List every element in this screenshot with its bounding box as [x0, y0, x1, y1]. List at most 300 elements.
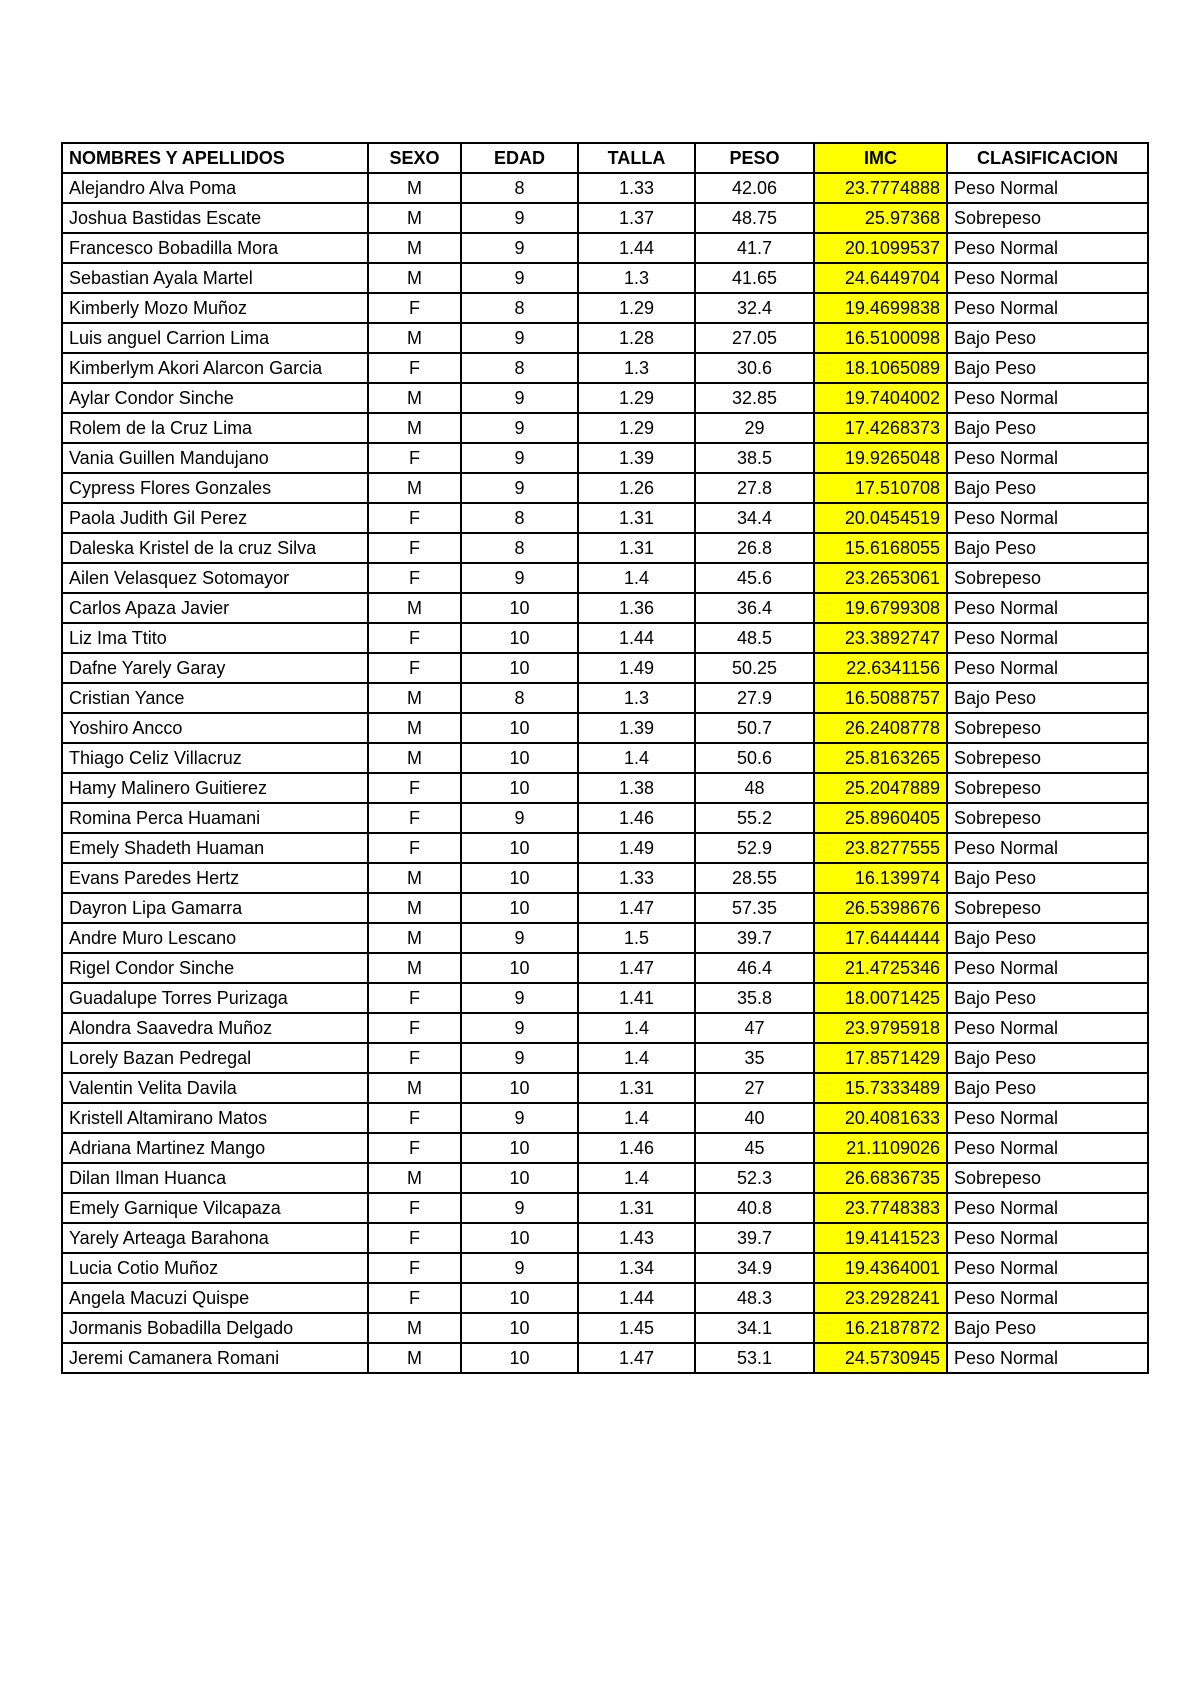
cell-edad: 10	[461, 623, 578, 653]
cell-peso: 30.6	[695, 353, 814, 383]
cell-talla: 1.4	[578, 1043, 695, 1073]
table-row	[62, 503, 1148, 533]
cell-imc: 19.4699838	[814, 293, 947, 323]
cell-edad: 8	[461, 533, 578, 563]
cell-talla: 1.4	[578, 1163, 695, 1193]
cell-imc: 21.4725346	[814, 953, 947, 983]
cell-peso: 39.7	[695, 1223, 814, 1253]
cell-talla: 1.36	[578, 593, 695, 623]
table-row	[62, 233, 1148, 263]
cell-edad: 9	[461, 1253, 578, 1283]
cell-imc: 20.0454519	[814, 503, 947, 533]
cell-clasificacion: Bajo Peso	[947, 473, 1148, 503]
cell-imc: 21.1109026	[814, 1133, 947, 1163]
cell-imc: 19.4364001	[814, 1253, 947, 1283]
cell-clasificacion: Peso Normal	[947, 1343, 1148, 1373]
cell-peso: 48.3	[695, 1283, 814, 1313]
table-body	[62, 173, 1148, 1373]
header-talla: TALLA	[578, 143, 695, 173]
table-row	[62, 173, 1148, 203]
table-row	[62, 653, 1148, 683]
cell-clasificacion: Sobrepeso	[947, 713, 1148, 743]
cell-imc: 26.6836735	[814, 1163, 947, 1193]
cell-imc: 25.8960405	[814, 803, 947, 833]
table-row	[62, 1133, 1148, 1163]
cell-edad: 10	[461, 833, 578, 863]
cell-edad: 10	[461, 713, 578, 743]
cell-name: Alejandro Alva Poma	[62, 173, 368, 203]
cell-edad: 10	[461, 1133, 578, 1163]
cell-talla: 1.28	[578, 323, 695, 353]
table-row	[62, 1103, 1148, 1133]
cell-name: Sebastian Ayala Martel	[62, 263, 368, 293]
cell-clasificacion: Peso Normal	[947, 833, 1148, 863]
cell-clasificacion: Sobrepeso	[947, 803, 1148, 833]
table-row	[62, 863, 1148, 893]
cell-name: Jeremi Camanera Romani	[62, 1343, 368, 1373]
cell-sexo: F	[368, 503, 461, 533]
cell-clasificacion: Bajo Peso	[947, 1073, 1148, 1103]
cell-imc: 16.139974	[814, 863, 947, 893]
cell-talla: 1.46	[578, 803, 695, 833]
table-row	[62, 263, 1148, 293]
cell-edad: 10	[461, 743, 578, 773]
cell-sexo: F	[368, 353, 461, 383]
table-row	[62, 773, 1148, 803]
cell-imc: 16.5088757	[814, 683, 947, 713]
cell-imc: 16.5100098	[814, 323, 947, 353]
cell-peso: 28.55	[695, 863, 814, 893]
cell-name: Daleska Kristel de la cruz Silva	[62, 533, 368, 563]
table-row	[62, 353, 1148, 383]
cell-sexo: F	[368, 293, 461, 323]
cell-name: Dayron Lipa Gamarra	[62, 893, 368, 923]
cell-sexo: F	[368, 533, 461, 563]
cell-talla: 1.26	[578, 473, 695, 503]
cell-name: Adriana Martinez Mango	[62, 1133, 368, 1163]
cell-sexo: M	[368, 893, 461, 923]
table-row	[62, 413, 1148, 443]
cell-clasificacion: Peso Normal	[947, 503, 1148, 533]
cell-name: Lorely Bazan Pedregal	[62, 1043, 368, 1073]
table-row	[62, 983, 1148, 1013]
cell-talla: 1.44	[578, 623, 695, 653]
cell-imc: 19.6799308	[814, 593, 947, 623]
cell-peso: 41.7	[695, 233, 814, 263]
cell-peso: 27.8	[695, 473, 814, 503]
cell-edad: 10	[461, 773, 578, 803]
table-row	[62, 1013, 1148, 1043]
cell-peso: 48.75	[695, 203, 814, 233]
cell-imc: 23.7774888	[814, 173, 947, 203]
cell-sexo: F	[368, 443, 461, 473]
cell-talla: 1.49	[578, 833, 695, 863]
cell-talla: 1.46	[578, 1133, 695, 1163]
cell-peso: 29	[695, 413, 814, 443]
cell-imc: 23.8277555	[814, 833, 947, 863]
cell-clasificacion: Peso Normal	[947, 1283, 1148, 1313]
cell-talla: 1.31	[578, 1193, 695, 1223]
cell-peso: 32.85	[695, 383, 814, 413]
cell-clasificacion: Peso Normal	[947, 383, 1148, 413]
cell-sexo: F	[368, 623, 461, 653]
cell-clasificacion: Bajo Peso	[947, 323, 1148, 353]
cell-name: Lucia Cotio Muñoz	[62, 1253, 368, 1283]
table-row	[62, 713, 1148, 743]
cell-peso: 48	[695, 773, 814, 803]
cell-name: Alondra Saavedra Muñoz	[62, 1013, 368, 1043]
table-row	[62, 1223, 1148, 1253]
cell-clasificacion: Bajo Peso	[947, 413, 1148, 443]
cell-talla: 1.39	[578, 713, 695, 743]
cell-name: Angela Macuzi Quispe	[62, 1283, 368, 1313]
cell-name: Francesco Bobadilla Mora	[62, 233, 368, 263]
cell-imc: 17.510708	[814, 473, 947, 503]
cell-talla: 1.5	[578, 923, 695, 953]
cell-talla: 1.41	[578, 983, 695, 1013]
cell-edad: 9	[461, 383, 578, 413]
cell-name: Jormanis Bobadilla Delgado	[62, 1313, 368, 1343]
cell-talla: 1.39	[578, 443, 695, 473]
cell-name: Ailen Velasquez Sotomayor	[62, 563, 368, 593]
cell-imc: 22.6341156	[814, 653, 947, 683]
cell-peso: 50.6	[695, 743, 814, 773]
cell-edad: 9	[461, 323, 578, 353]
cell-peso: 38.5	[695, 443, 814, 473]
table-row	[62, 473, 1148, 503]
table-row	[62, 383, 1148, 413]
table-row	[62, 203, 1148, 233]
cell-clasificacion: Peso Normal	[947, 653, 1148, 683]
cell-talla: 1.4	[578, 563, 695, 593]
cell-clasificacion: Bajo Peso	[947, 1043, 1148, 1073]
bmi-data-table	[61, 142, 1149, 1374]
cell-clasificacion: Sobrepeso	[947, 773, 1148, 803]
cell-sexo: M	[368, 233, 461, 263]
cell-clasificacion: Peso Normal	[947, 1223, 1148, 1253]
cell-imc: 19.7404002	[814, 383, 947, 413]
cell-clasificacion: Sobrepeso	[947, 1163, 1148, 1193]
cell-clasificacion: Bajo Peso	[947, 863, 1148, 893]
table-row	[62, 323, 1148, 353]
cell-talla: 1.29	[578, 293, 695, 323]
cell-sexo: M	[368, 173, 461, 203]
cell-imc: 17.6444444	[814, 923, 947, 953]
cell-name: Liz Ima Ttito	[62, 623, 368, 653]
cell-talla: 1.38	[578, 773, 695, 803]
cell-imc: 23.2653061	[814, 563, 947, 593]
header-nombres: NOMBRES Y APELLIDOS	[62, 143, 368, 173]
header-edad: EDAD	[461, 143, 578, 173]
cell-clasificacion: Peso Normal	[947, 593, 1148, 623]
cell-clasificacion: Peso Normal	[947, 173, 1148, 203]
cell-talla: 1.45	[578, 1313, 695, 1343]
cell-talla: 1.49	[578, 653, 695, 683]
cell-sexo: F	[368, 803, 461, 833]
table-row	[62, 443, 1148, 473]
cell-edad: 9	[461, 443, 578, 473]
cell-peso: 48.5	[695, 623, 814, 653]
cell-edad: 9	[461, 263, 578, 293]
cell-peso: 34.4	[695, 503, 814, 533]
cell-talla: 1.29	[578, 383, 695, 413]
cell-peso: 34.1	[695, 1313, 814, 1343]
cell-peso: 52.9	[695, 833, 814, 863]
cell-peso: 32.4	[695, 293, 814, 323]
cell-imc: 18.1065089	[814, 353, 947, 383]
cell-peso: 46.4	[695, 953, 814, 983]
cell-sexo: F	[368, 1013, 461, 1043]
cell-imc: 25.97368	[814, 203, 947, 233]
cell-imc: 20.1099537	[814, 233, 947, 263]
header-clasificacion: CLASIFICACION	[947, 143, 1148, 173]
cell-talla: 1.31	[578, 1073, 695, 1103]
cell-sexo: F	[368, 833, 461, 863]
cell-imc: 24.5730945	[814, 1343, 947, 1373]
cell-peso: 27	[695, 1073, 814, 1103]
cell-imc: 15.6168055	[814, 533, 947, 563]
cell-clasificacion: Peso Normal	[947, 1103, 1148, 1133]
cell-edad: 9	[461, 1103, 578, 1133]
cell-sexo: M	[368, 203, 461, 233]
cell-talla: 1.3	[578, 683, 695, 713]
cell-peso: 45	[695, 1133, 814, 1163]
cell-name: Andre Muro Lescano	[62, 923, 368, 953]
cell-clasificacion: Sobrepeso	[947, 893, 1148, 923]
cell-talla: 1.33	[578, 863, 695, 893]
cell-imc: 26.5398676	[814, 893, 947, 923]
cell-name: Emely Shadeth Huaman	[62, 833, 368, 863]
cell-name: Guadalupe Torres Purizaga	[62, 983, 368, 1013]
cell-imc: 23.3892747	[814, 623, 947, 653]
table-row	[62, 683, 1148, 713]
cell-sexo: F	[368, 1133, 461, 1163]
cell-sexo: M	[368, 1073, 461, 1103]
cell-edad: 10	[461, 863, 578, 893]
cell-talla: 1.47	[578, 893, 695, 923]
header-peso: PESO	[695, 143, 814, 173]
header-row	[62, 143, 1148, 173]
cell-talla: 1.44	[578, 233, 695, 263]
cell-name: Emely Garnique Vilcapaza	[62, 1193, 368, 1223]
cell-sexo: M	[368, 713, 461, 743]
cell-peso: 26.8	[695, 533, 814, 563]
cell-clasificacion: Sobrepeso	[947, 563, 1148, 593]
cell-imc: 16.2187872	[814, 1313, 947, 1343]
cell-sexo: M	[368, 263, 461, 293]
cell-sexo: F	[368, 1193, 461, 1223]
cell-imc: 17.4268373	[814, 413, 947, 443]
cell-name: Yoshiro Ancco	[62, 713, 368, 743]
cell-edad: 9	[461, 473, 578, 503]
table-row	[62, 623, 1148, 653]
cell-edad: 9	[461, 923, 578, 953]
cell-name: Evans Paredes Hertz	[62, 863, 368, 893]
cell-sexo: M	[368, 383, 461, 413]
cell-peso: 53.1	[695, 1343, 814, 1373]
cell-sexo: F	[368, 1223, 461, 1253]
table-row	[62, 1283, 1148, 1313]
table-row	[62, 293, 1148, 323]
cell-talla: 1.37	[578, 203, 695, 233]
cell-talla: 1.47	[578, 1343, 695, 1373]
cell-edad: 10	[461, 653, 578, 683]
cell-sexo: M	[368, 593, 461, 623]
cell-edad: 8	[461, 173, 578, 203]
cell-edad: 9	[461, 803, 578, 833]
cell-edad: 10	[461, 1163, 578, 1193]
cell-edad: 9	[461, 563, 578, 593]
cell-talla: 1.4	[578, 1013, 695, 1043]
cell-clasificacion: Bajo Peso	[947, 353, 1148, 383]
cell-talla: 1.3	[578, 353, 695, 383]
cell-imc: 23.7748383	[814, 1193, 947, 1223]
cell-talla: 1.47	[578, 953, 695, 983]
cell-imc: 15.7333489	[814, 1073, 947, 1103]
cell-clasificacion: Peso Normal	[947, 953, 1148, 983]
cell-edad: 8	[461, 503, 578, 533]
cell-edad: 9	[461, 1193, 578, 1223]
cell-name: Dafne Yarely Garay	[62, 653, 368, 683]
cell-name: Valentin Velita Davila	[62, 1073, 368, 1103]
cell-name: Aylar Condor Sinche	[62, 383, 368, 413]
table-row	[62, 923, 1148, 953]
cell-name: Kimberlym Akori Alarcon Garcia	[62, 353, 368, 383]
table-row	[62, 1073, 1148, 1103]
table-row	[62, 1043, 1148, 1073]
cell-clasificacion: Bajo Peso	[947, 983, 1148, 1013]
cell-edad: 10	[461, 1073, 578, 1103]
cell-talla: 1.29	[578, 413, 695, 443]
header-sexo: SEXO	[368, 143, 461, 173]
cell-edad: 8	[461, 293, 578, 323]
cell-edad: 9	[461, 983, 578, 1013]
cell-name: Cypress Flores Gonzales	[62, 473, 368, 503]
cell-name: Rigel Condor Sinche	[62, 953, 368, 983]
cell-sexo: F	[368, 1283, 461, 1313]
cell-name: Carlos Apaza Javier	[62, 593, 368, 623]
cell-talla: 1.43	[578, 1223, 695, 1253]
cell-peso: 36.4	[695, 593, 814, 623]
cell-clasificacion: Bajo Peso	[947, 1313, 1148, 1343]
cell-sexo: F	[368, 773, 461, 803]
cell-sexo: M	[368, 1313, 461, 1343]
table-row	[62, 803, 1148, 833]
cell-peso: 35.8	[695, 983, 814, 1013]
cell-name: Kimberly Mozo Muñoz	[62, 293, 368, 323]
cell-imc: 19.9265048	[814, 443, 947, 473]
cell-talla: 1.34	[578, 1253, 695, 1283]
cell-name: Luis anguel Carrion Lima	[62, 323, 368, 353]
cell-peso: 57.35	[695, 893, 814, 923]
table-row	[62, 1253, 1148, 1283]
cell-clasificacion: Bajo Peso	[947, 923, 1148, 953]
cell-peso: 41.65	[695, 263, 814, 293]
cell-sexo: M	[368, 323, 461, 353]
cell-sexo: M	[368, 473, 461, 503]
cell-name: Rolem de la Cruz Lima	[62, 413, 368, 443]
cell-sexo: M	[368, 1163, 461, 1193]
cell-sexo: M	[368, 743, 461, 773]
cell-name: Joshua Bastidas Escate	[62, 203, 368, 233]
cell-clasificacion: Peso Normal	[947, 623, 1148, 653]
cell-edad: 10	[461, 1343, 578, 1373]
cell-talla: 1.44	[578, 1283, 695, 1313]
cell-name: Cristian Yance	[62, 683, 368, 713]
cell-sexo: M	[368, 1343, 461, 1373]
cell-clasificacion: Peso Normal	[947, 1253, 1148, 1283]
cell-edad: 10	[461, 1223, 578, 1253]
cell-talla: 1.33	[578, 173, 695, 203]
cell-name: Dilan Ilman Huanca	[62, 1163, 368, 1193]
cell-sexo: M	[368, 953, 461, 983]
cell-name: Kristell Altamirano Matos	[62, 1103, 368, 1133]
cell-edad: 8	[461, 353, 578, 383]
cell-peso: 52.3	[695, 1163, 814, 1193]
table-row	[62, 1313, 1148, 1343]
cell-edad: 9	[461, 413, 578, 443]
cell-edad: 10	[461, 953, 578, 983]
cell-peso: 40.8	[695, 1193, 814, 1223]
cell-peso: 40	[695, 1103, 814, 1133]
cell-peso: 42.06	[695, 173, 814, 203]
cell-name: Vania Guillen Mandujano	[62, 443, 368, 473]
cell-clasificacion: Peso Normal	[947, 293, 1148, 323]
table-row	[62, 533, 1148, 563]
cell-peso: 39.7	[695, 923, 814, 953]
cell-sexo: F	[368, 653, 461, 683]
cell-clasificacion: Bajo Peso	[947, 533, 1148, 563]
cell-clasificacion: Peso Normal	[947, 233, 1148, 263]
table-row	[62, 593, 1148, 623]
cell-peso: 35	[695, 1043, 814, 1073]
table-row	[62, 953, 1148, 983]
table-row	[62, 1193, 1148, 1223]
cell-sexo: F	[368, 1043, 461, 1073]
cell-sexo: F	[368, 1253, 461, 1283]
table-row	[62, 893, 1148, 923]
cell-sexo: F	[368, 563, 461, 593]
cell-imc: 23.2928241	[814, 1283, 947, 1313]
cell-talla: 1.4	[578, 743, 695, 773]
cell-peso: 34.9	[695, 1253, 814, 1283]
cell-edad: 9	[461, 203, 578, 233]
cell-edad: 8	[461, 683, 578, 713]
cell-imc: 25.2047889	[814, 773, 947, 803]
cell-clasificacion: Peso Normal	[947, 1193, 1148, 1223]
cell-edad: 9	[461, 1043, 578, 1073]
cell-name: Romina Perca Huamani	[62, 803, 368, 833]
cell-imc: 20.4081633	[814, 1103, 947, 1133]
cell-peso: 55.2	[695, 803, 814, 833]
cell-peso: 50.25	[695, 653, 814, 683]
cell-clasificacion: Peso Normal	[947, 263, 1148, 293]
cell-peso: 50.7	[695, 713, 814, 743]
cell-clasificacion: Bajo Peso	[947, 683, 1148, 713]
header-imc: IMC	[814, 143, 947, 173]
cell-name: Thiago Celiz Villacruz	[62, 743, 368, 773]
cell-sexo: F	[368, 1103, 461, 1133]
cell-imc: 18.0071425	[814, 983, 947, 1013]
cell-imc: 26.2408778	[814, 713, 947, 743]
cell-imc: 19.4141523	[814, 1223, 947, 1253]
table-row	[62, 743, 1148, 773]
cell-clasificacion: Peso Normal	[947, 1133, 1148, 1163]
cell-edad: 9	[461, 1013, 578, 1043]
cell-edad: 9	[461, 233, 578, 263]
cell-imc: 17.8571429	[814, 1043, 947, 1073]
cell-imc: 24.6449704	[814, 263, 947, 293]
